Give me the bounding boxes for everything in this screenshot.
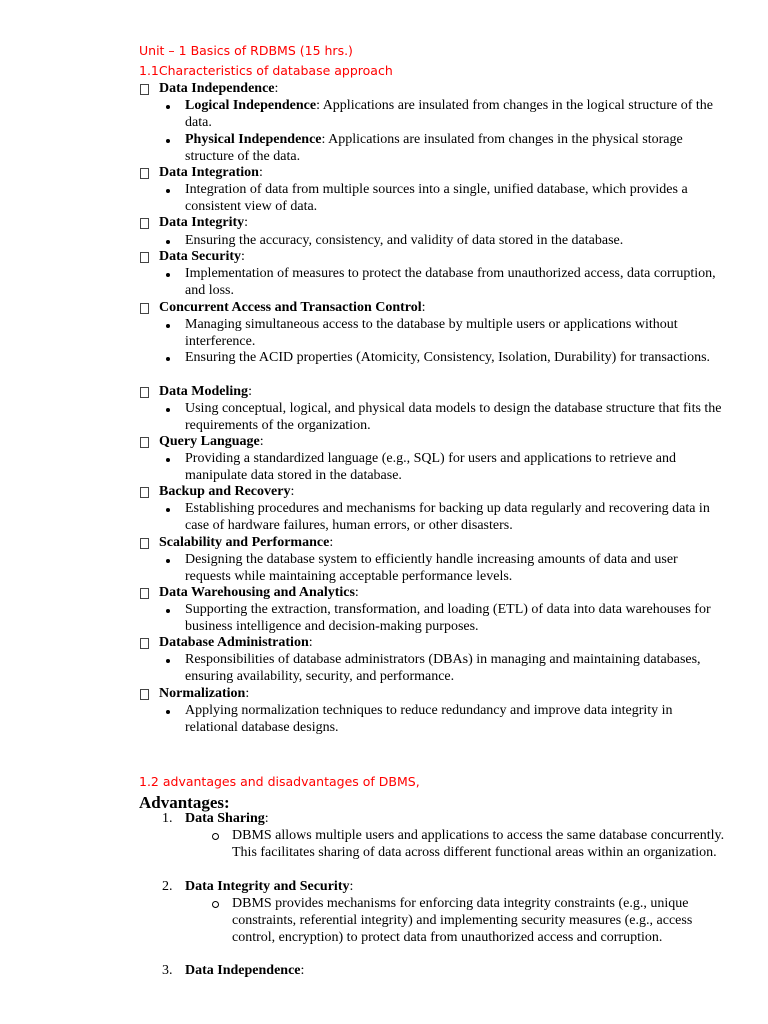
characteristic-title: Data Warehousing and Analytics (159, 585, 355, 600)
checkbox-glyph-icon (140, 168, 149, 179)
bullet-dot-icon (166, 609, 170, 613)
advantage-title: Data Independence (185, 963, 301, 978)
bullet-dot-icon (166, 105, 170, 109)
bullet-dot-icon (166, 508, 170, 512)
checkbox-glyph-icon (140, 437, 149, 448)
checkbox-glyph-icon (140, 638, 149, 649)
bullet-dot-icon (166, 659, 170, 663)
bullet-dot-icon (166, 324, 170, 328)
bullet-dot-icon (166, 139, 170, 143)
checkbox-glyph-icon (140, 689, 149, 700)
characteristic-title: Normalization (159, 686, 246, 701)
advantages-heading: Advantages: (139, 793, 230, 812)
characteristic-title: Scalability and Performance (159, 535, 330, 550)
circle-bullet-icon (212, 901, 219, 908)
bullet-dot-icon (166, 357, 170, 361)
bullet-dot-icon (166, 559, 170, 563)
advantage-title: Data Sharing (185, 811, 265, 826)
checkbox-glyph-icon (140, 487, 149, 498)
checkbox-glyph-icon (140, 387, 149, 398)
characteristic-title: Data Independence (159, 81, 275, 96)
checkbox-glyph-icon (140, 538, 149, 549)
checkbox-glyph-icon (140, 252, 149, 263)
item-number: 2. (162, 879, 173, 894)
bullet-dot-icon (166, 273, 170, 277)
unit-title: Unit – 1 Basics of RDBMS (15 hrs.) (139, 43, 353, 58)
checkbox-glyph-icon (140, 588, 149, 599)
characteristic-title: Data Security (159, 249, 242, 264)
checkbox-glyph-icon (140, 303, 149, 314)
section-heading-1-2: 1.2 advantages and disadvantages of DBMS, (139, 774, 420, 789)
bullet-dot-icon (166, 710, 170, 714)
item-number: 1. (162, 811, 173, 826)
bullet-dot-icon (166, 458, 170, 462)
characteristic-title: Data Modeling (159, 384, 249, 399)
bullet-dot-icon (166, 408, 170, 412)
characteristic-title: Query Language (159, 434, 260, 449)
checkbox-glyph-icon (140, 84, 149, 95)
characteristic-title: Data Integrity (159, 215, 245, 230)
characteristic-title: Data Integration (159, 165, 259, 180)
checkbox-glyph-icon (140, 218, 149, 229)
circle-bullet-icon (212, 833, 219, 840)
section-heading-1-1: 1.1Characteristics of database approach (139, 63, 393, 78)
characteristic-title: Backup and Recovery (159, 484, 291, 499)
document-page: Unit – 1 Basics of RDBMS (15 hrs.) 1.1Characteristics of database approach Data Independence: Logical Independence: Applications are insulated from changes in the logical structure of the data. Physical Independence: Applications are insulated from changes in the physical storage structure of the data. Data Integration: Integration of data from multiple sources into a single, unified database, which provides a consistent view of data. Data Integrity: Ensuring the accuracy, consistency, and validity of data stored in the database. Data Security: Implementation of measures to protect the database from unauthorized access, data corruption, and loss. Concurrent Access and Transaction Control: Managing simultaneous access to the database by multiple users or applications without interference. Ensuring the ACID properties (Atomicity, Consistency, Isolation, Durability) for transactions. Data Modeling: Using conceptual, logical, and physical data models to design the database structure that fits the requirements of the organization. Query Language: Providing a standardized language (e.g., SQL) for users and applications to retrieve and manipulate data stored in the database. Backup and Recovery: Establishing procedures and mechanisms for backing up data regularly and recovering data in case of hardware failures, human errors, or other disasters. Scalability and Performance: Designing the database system to efficiently handle increasing amounts of data and user requests while maintaining acceptable performance levels. Data Warehousing and Analytics: Supporting the extraction, transformation, and loading (ETL) of data into data warehouses for business intelligence and decision-making purposes. Database Administration: Responsibilities of database administrators (DBAs) in managing and maintaining databases, ensuring availability, security, and performance. Normalization: Applying normalization techniques to reduce redundancy and improve data integrity in relational database designs. 1.2 advantages and disadvantages of DBMS, Advantages: 1. Data Sharing: DBMS allows multiple users and applications to access the same database concurrently. This facilitates sharing of data across different functional areas within an organization. 2. Data Integrity and Security: DBMS provides mechanisms for enforcing data integrity constraints (e.g., unique constraints, referential integrity) and implementing security measures (e.g., access control, encryption) to protect data from unauthorized access and corruption. 3. Data Independence: (139, 43, 725, 978)
advantage-title: Data Integrity and Security (185, 879, 350, 894)
characteristic-title: Concurrent Access and Transaction Control (159, 300, 422, 315)
bullet-dot-icon (166, 189, 170, 193)
bullet-dot-icon (166, 240, 170, 244)
item-number: 3. (162, 963, 173, 978)
characteristic-title: Database Administration (159, 635, 309, 650)
